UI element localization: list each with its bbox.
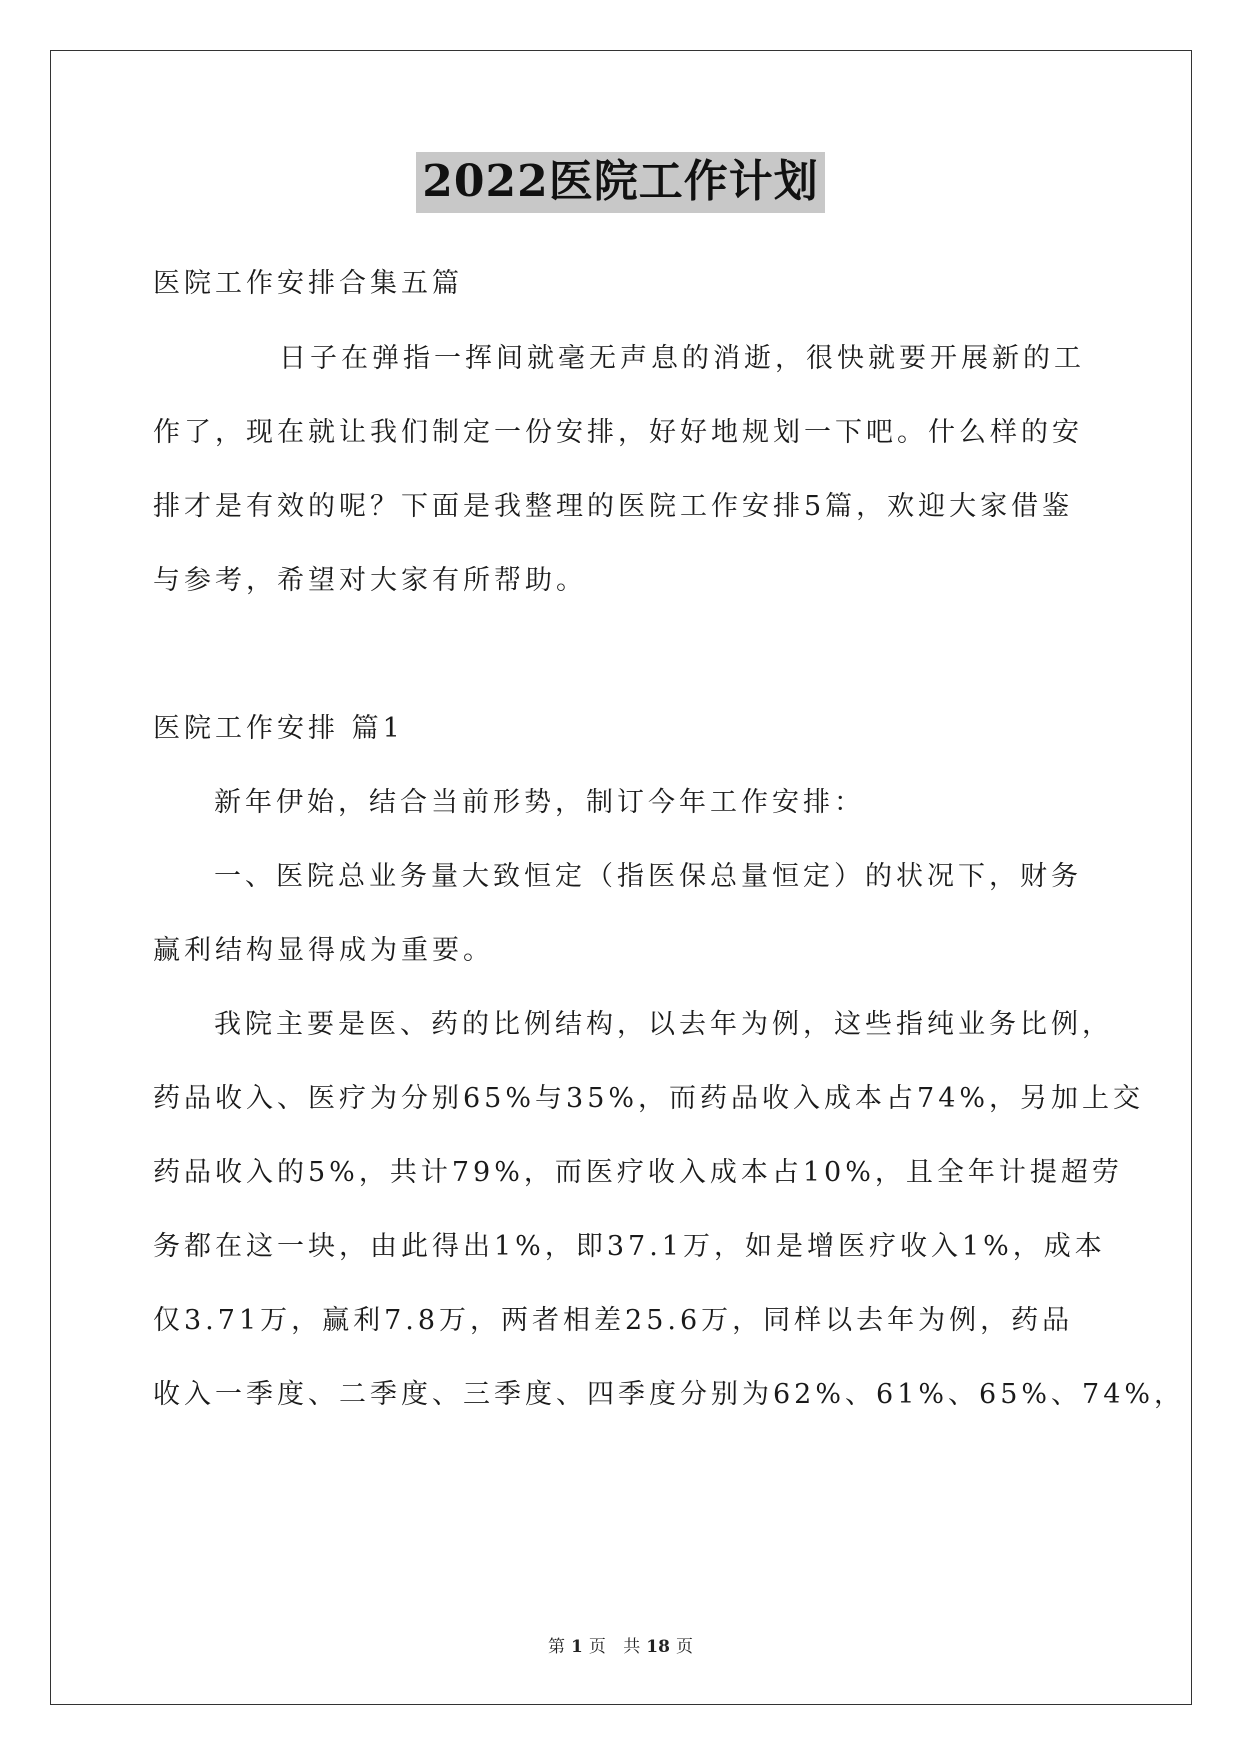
paragraph-line: 收入一季度、二季度、三季度、四季度分别为62%、61%、65%、74%， bbox=[153, 1379, 1186, 1410]
paragraph-line: 药品收入的5%，共计79%，而医疗收入成本占10%，且全年计提超劳 bbox=[153, 1157, 1123, 1188]
total-pages-indicator bbox=[620, 1637, 696, 1657]
paragraph-line: 日子在弹指一挥间就毫无声息的消逝，很快就要开展新的工 bbox=[279, 343, 1085, 374]
total-pages: 18 bbox=[646, 1637, 670, 1657]
page-footer bbox=[0, 1632, 1241, 1657]
paragraph-line: 我院主要是医、药的比例结构，以去年为例，这些指纯业务比例， bbox=[214, 1009, 1113, 1040]
section-heading: 医院工作安排 篇1 bbox=[153, 713, 404, 744]
page-prefix: 第 bbox=[548, 1637, 566, 1657]
paragraph-line: 新年伊始，结合当前形势，制订今年工作安排： bbox=[214, 787, 865, 818]
document-title: 2022医院工作计划 bbox=[416, 152, 824, 213]
paragraph-line: 务都在这一块，由此得出1%，即37.1万，如是增医疗收入1%，成本 bbox=[153, 1231, 1106, 1262]
paragraph-line: 赢利结构显得成为重要。 bbox=[153, 935, 494, 966]
paragraph-line: 排才是有效的呢？下面是我整理的医院工作安排5篇，欢迎大家借鉴 bbox=[153, 491, 1074, 522]
paragraph-line: 与参考，希望对大家有所帮助。 bbox=[153, 565, 587, 596]
paragraph-line: 药品收入、医疗为分别65%与35%，而药品收入成本占74%，另加上交 bbox=[153, 1083, 1145, 1114]
paragraph-line: 仅3.71万，赢利7.8万，两者相差25.6万，同样以去年为例，药品 bbox=[153, 1305, 1074, 1336]
paragraph-line: 一、医院总业务量大致恒定（指医保总量恒定）的状况下，财务 bbox=[214, 861, 1082, 892]
page-suffix: 页 bbox=[588, 1637, 606, 1657]
page-number: 1 bbox=[571, 1637, 583, 1657]
total-prefix: 共 bbox=[623, 1637, 641, 1657]
title-container bbox=[0, 152, 1241, 213]
subtitle-line: 医院工作安排合集五篇 bbox=[153, 268, 463, 299]
total-suffix: 页 bbox=[675, 1637, 693, 1657]
paragraph-line: 作了，现在就让我们制定一份安排，好好地规划一下吧。什么样的安 bbox=[153, 417, 1083, 448]
page-indicator bbox=[545, 1637, 609, 1657]
